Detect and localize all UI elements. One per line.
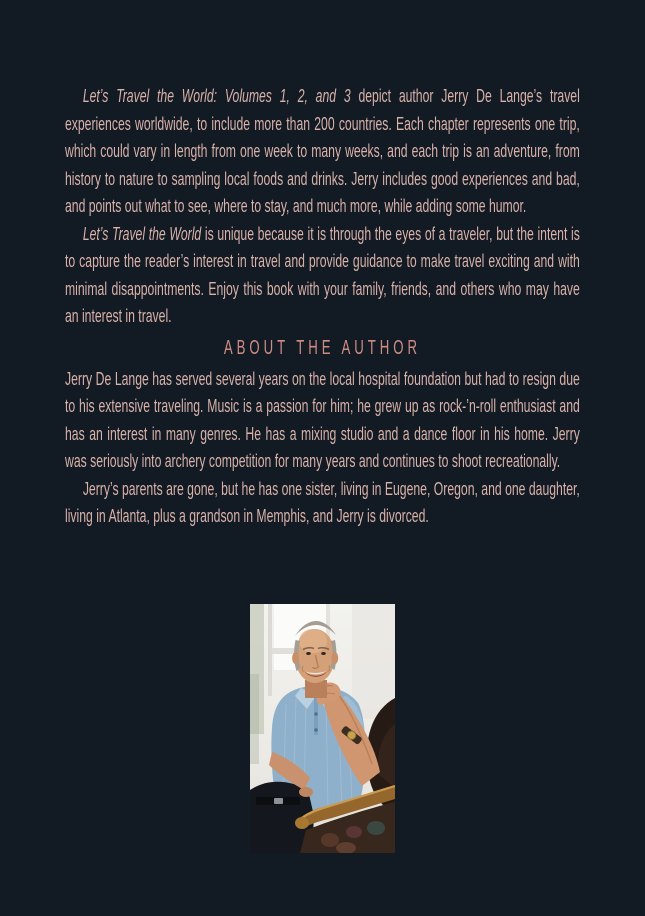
paragraph-book-description-text: depict author Jerry De Lange’s travel experiences worldwide, to include more than 200 countries. Each chapter represents one trip, which could vary in length from one week to many weeks, and each trip is an adventure, from history to nature to sampling local foods and drinks. Jerry includes good experiences and bad, and points out what to see, where to stay, and much more, while adding some humor. xyxy=(65,85,580,216)
paragraph-book-description xyxy=(65,82,580,220)
book-title-italic-2: Let’s Travel the World xyxy=(82,222,202,244)
paragraph-book-unique-text: is unique because it is through the eyes of a traveler, but the intent is to capture the reader’s interest in travel and provide guidance to make travel exciting and with minimal disappointments. Enjoy this book with your family, friends, and others who may have an interest in travel. xyxy=(65,222,580,326)
author-photo xyxy=(250,604,395,853)
paragraph-author-family: Jerry’s parents are gone, but he has one sister, living in Eugene, Oregon, and one daughter, living in Atlanta, plus a grandson in Memphis, and Jerry is divorced. xyxy=(65,477,580,526)
book-title-italic: Let’s Travel the World: Volumes 1, 2, and 3 xyxy=(82,85,351,106)
back-cover-copy xyxy=(65,82,580,530)
paragraph-author-bio: Jerry De Lange has served several years on the local hospital foundation but had to resign due to his extensive traveling. Music is a passion for him; he grew up as rock-’n-roll enthusiast and has an interest in many genres. He has a mixing studio and a dance floor in his home. Jerry was seriously into archery competition for many years and continues to shoot recreationally. xyxy=(65,367,580,471)
paragraph-book-unique xyxy=(65,220,580,330)
about-the-author-heading: ABOUT THE AUTHOR xyxy=(223,336,421,359)
